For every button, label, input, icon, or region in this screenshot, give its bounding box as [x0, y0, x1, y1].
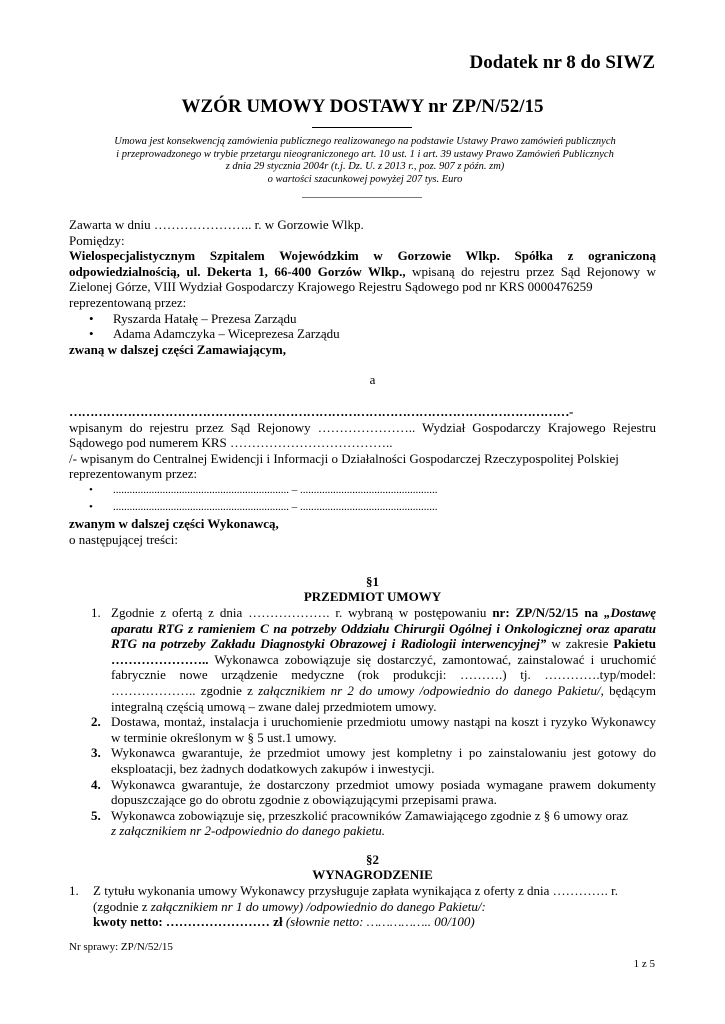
item-text: w zakresie	[546, 636, 614, 652]
list-item: • Ryszarda Hatałę – Prezesa Zarządu	[69, 311, 656, 327]
hospital-name: Wielospecjalistycznym Szpitalem Wojewódzkim w Gorzowie Wlkp. Spółka z ograniczoną odpowiedzialnością, ul. Dekerta 1, 66-400 Gorzów Wlkp.,	[69, 248, 656, 279]
concluded-line: Zawarta w dniu ………………….. r. w Gorzowie Wlkp.	[69, 217, 364, 232]
list-item	[69, 777, 656, 808]
item-number: 1.	[91, 605, 101, 620]
list-item	[69, 714, 656, 745]
item-text: Wykonawca zobowiązuje się, przeszkolić pracowników Zamawiającego zgodnie z § 6 umowy oraz	[111, 807, 628, 823]
item-number: 3.	[91, 745, 101, 761]
represented-line: reprezentowaną przez:	[69, 294, 187, 310]
item-text: Wykonawca gwarantuje, że przedmiot umowy jest kompletny i po zainstalowaniu jest gotowy do eksploatacji, bez żadnych dodatkowych zakupów i inwestycji.	[111, 745, 656, 776]
intro-note	[80, 136, 650, 186]
addendum-label: Dodatek nr 8 do SIWZ	[469, 52, 655, 73]
list-item: • Adama Adamczyka – Wiceprezesa Zarządu	[69, 326, 656, 342]
hospital-paragraph	[69, 248, 656, 295]
package-placeholder: Pakietu …………………..	[111, 636, 656, 667]
case-number: nr: ZP/N/52/15 na	[492, 605, 604, 620]
contractor-registration: wpisanym do rejestru przez Sąd Rejonowy ………………….. Wydział Gospodarczy Krajowego Rejestru Sądowego pod numerem KRS ………………………………..	[69, 419, 656, 451]
title-underline	[312, 127, 412, 128]
item-number: 1.	[69, 883, 79, 898]
contractor-represented-line: reprezentowanym przez:	[69, 466, 198, 482]
intro-line: i przeprowadzonego w trybie przetargu nieograniczonego art. 10 ust. 1 i art. 39 ustawy Prawo Zamówień Publicznych	[116, 148, 614, 160]
section1-list	[69, 605, 656, 839]
intro-underline	[302, 197, 422, 198]
item-text: Dostawa, montaż, instalacja i uruchomienie przedmiotu umowy nastąpi na koszt i ryzyko Wykonawcy w terminie określonym w § 5 ust.1 umowy.	[111, 714, 656, 745]
item-number: 2.	[91, 714, 101, 730]
contract-title: WZÓR UMOWY DOSTAWY nr ZP/N/52/15	[181, 96, 544, 117]
section-number: §2	[366, 852, 379, 867]
list-item	[69, 605, 656, 714]
contractor-block	[69, 404, 656, 547]
case-number-footer: Nr sprawy: ZP/N/52/15	[69, 941, 173, 953]
annex-reference: załącznikiem nr 1 do umowy) /odpowiednio do danego Pakietu/:	[150, 898, 486, 914]
between-line: Pomiędzy:	[69, 232, 125, 248]
list-item: • ................................................................ – ..................................................	[69, 499, 656, 516]
item-text: Wykonawca zobowiązuje się dostarczyć, zamontować, zainstalować i uruchomić fabrycznie nowe urządzenie medyczne (rok produkcji: ……….) tj. ………….typ/model: ……………….. zgodnie z	[111, 651, 656, 698]
net-amount-line	[93, 914, 656, 930]
item-text: Wykonawca gwarantuje, że dostarczony przedmiot umowy posiada wymagane prawem dokumenty dopuszczające go do obrotu zgodnie z obowiązującymi przepisami prawa.	[111, 776, 656, 808]
following-line: o następującej treści:	[69, 531, 179, 547]
intro-line: z dnia 29 stycznia 2004r (t.j. Dz. U. z 2013 r., poz. 907 z późn. zm)	[225, 161, 505, 172]
list-item: • ................................................................ – ..................................................	[69, 482, 656, 499]
contractor-ceidg: /- wpisanym do Centralnej Ewidencji i Informacji o Działalności Gospodarczej Rzeczypospolitej Polskiej	[69, 450, 619, 466]
page-number: 1 z 5	[633, 958, 655, 970]
item-text-prefix: (zgodnie z	[93, 898, 151, 914]
employer-designation: zwaną w dalszej części Zamawiającym,	[69, 341, 286, 357]
section-number: §1	[366, 574, 379, 589]
net-amount-words: (słownie netto: …………….. 00/100)	[282, 914, 475, 930]
item-number: 5.	[91, 807, 101, 823]
contractor-name-placeholder: …………………………………………………………………………………………………………-	[69, 404, 573, 419]
item-text: będącym integralną częścią umową – zwane dalej przedmiotem umowy.	[111, 682, 656, 714]
representatives-list	[69, 311, 656, 342]
contractor-designation: zwanym w dalszej części Wykonawcą,	[69, 515, 279, 531]
annex-reference: załącznikiem nr 2 do umowy /odpowiednio do danego Pakietu/,	[258, 682, 604, 698]
item-number: 4.	[91, 776, 101, 792]
parties-block	[69, 217, 656, 357]
section2-list	[69, 883, 656, 930]
intro-line: o wartości szacunkowej powyżej 207 tys. Euro	[267, 173, 463, 185]
and-conjunction: a	[369, 372, 376, 387]
net-amount: kwoty netto: …………………… zł	[93, 914, 283, 930]
list-item	[69, 883, 656, 930]
hospital-registration: wpisaną do rejestru przez Sąd Rejonowy w Zielonej Górze, VIII Wydział Gospodarczy Krajowego Rejestru Sądowego pod nr KRS 0000476259	[69, 263, 656, 295]
intro-line: Umowa jest konsekwencją zamówienia publicznego realizowanego na podstawie Ustawy Prawo zamówień publicznych	[114, 136, 616, 147]
item-text: Z tytułu wykonania umowy Wykonawcy przysługuje zapłata wynikająca z oferty z dnia …………. r.	[93, 883, 618, 898]
list-item	[69, 808, 656, 839]
annex-reference: z załącznikiem nr 2-odpowiednio do danego pakietu.	[111, 823, 386, 839]
tender-subject: „Dostawę aparatu RTG z ramieniem C na potrzeby Oddziału Chirurgii Ogólnej i Onkologicznej oraz aparatu RTG na potrzeby Zakładu Diagnostyki Obrazowej i Radiologii interwencyjnej”	[111, 605, 656, 652]
section-heading: WYNAGRODZENIE	[312, 867, 433, 882]
contractor-representatives-list	[69, 482, 656, 516]
list-item	[69, 745, 656, 776]
item-text: Zgodnie z ofertą z dnia ………………. r. wybraną w postępowaniu	[111, 605, 493, 620]
item-text	[93, 899, 656, 915]
section-heading: PRZEDMIOT UMOWY	[303, 589, 442, 604]
